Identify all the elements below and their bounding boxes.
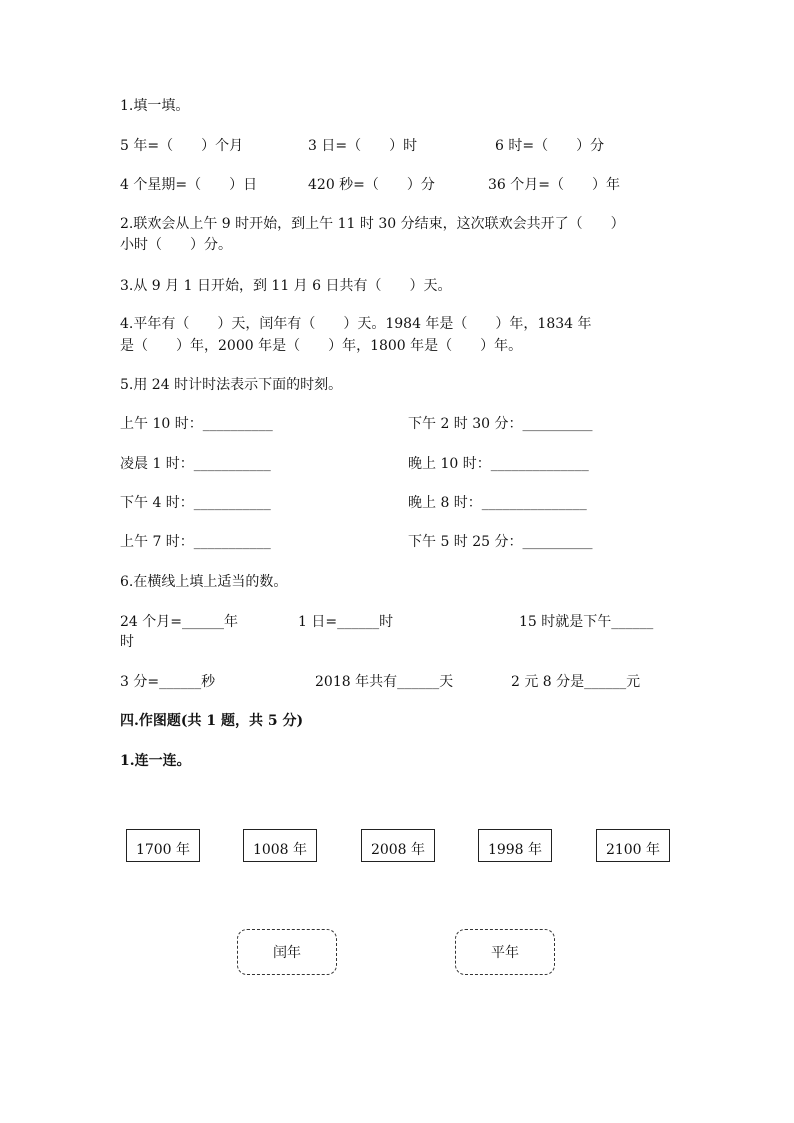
q5-item: 下午 4 时：___________: [120, 495, 271, 511]
year-box[interactable]: 2100 年: [596, 829, 670, 862]
q4-line: 是（ ）年，2000 年是（ ）年，1800 年是（ ）年。: [120, 338, 523, 354]
q1-item: 420 秒=（ ）分: [308, 177, 435, 193]
q5-item: 晚上 8 时：_______________: [408, 495, 587, 511]
section-heading: 四.作图题(共 1 题，共 5 分): [120, 713, 304, 729]
s4-q1-title: 1.连一连。: [120, 753, 191, 769]
leap-year-box[interactable]: 闰年: [237, 929, 337, 975]
q1-item: 6 时=（ ）分: [495, 138, 605, 154]
q5-item: 下午 2 时 30 分：__________: [408, 416, 593, 432]
year-box[interactable]: 1998 年: [478, 829, 552, 862]
q3-line: 3.从 9 月 1 日开始，到 11 月 6 日共有（ ）天。: [120, 278, 452, 294]
q1-title: 1.填一填。: [120, 98, 190, 114]
q5-item: 下午 5 时 25 分：__________: [408, 534, 593, 550]
q4-line: 4.平年有（ ）天，闰年有（ ）天。1984 年是（ ）年，1834 年: [120, 316, 592, 332]
q6-item: 24 个月=______年: [120, 614, 238, 630]
q5-title: 5.用 24 时计时法表示下面的时刻。: [120, 377, 343, 393]
year-box[interactable]: 1008 年: [243, 829, 317, 862]
q6-item: 2 元 8 分是______元: [511, 674, 641, 690]
q6-title: 6.在横线上填上适当的数。: [120, 574, 288, 590]
year-box[interactable]: 1700 年: [126, 829, 200, 862]
q6-item: 1 日=______时: [298, 614, 394, 630]
q2-line: 小时（ ）分。: [120, 237, 232, 253]
q6-item-wrap: 时: [120, 634, 134, 650]
q1-item: 5 年=（ ）个月: [120, 138, 244, 154]
q5-item: 上午 7 时：___________: [120, 534, 271, 550]
q1-item: 36 个月=（ ）年: [488, 177, 620, 193]
q6-item: 2018 年共有______天: [315, 674, 454, 690]
q5-item: 晚上 10 时：______________: [408, 456, 589, 472]
q6-item: 3 分=______秒: [120, 674, 216, 690]
q5-item: 上午 10 时：__________: [120, 416, 273, 432]
q6-item: 15 时就是下午______: [519, 614, 654, 630]
year-box[interactable]: 2008 年: [361, 829, 435, 862]
q2-line: 2.联欢会从上午 9 时开始，到上午 11 时 30 分结束，这次联欢会共开了（ ）: [120, 216, 625, 232]
common-year-box[interactable]: 平年: [455, 929, 555, 975]
q1-item: 4 个星期=（ ）日: [120, 177, 258, 193]
q5-item: 凌晨 1 时：___________: [120, 456, 271, 472]
q1-item: 3 日=（ ）时: [308, 138, 418, 154]
